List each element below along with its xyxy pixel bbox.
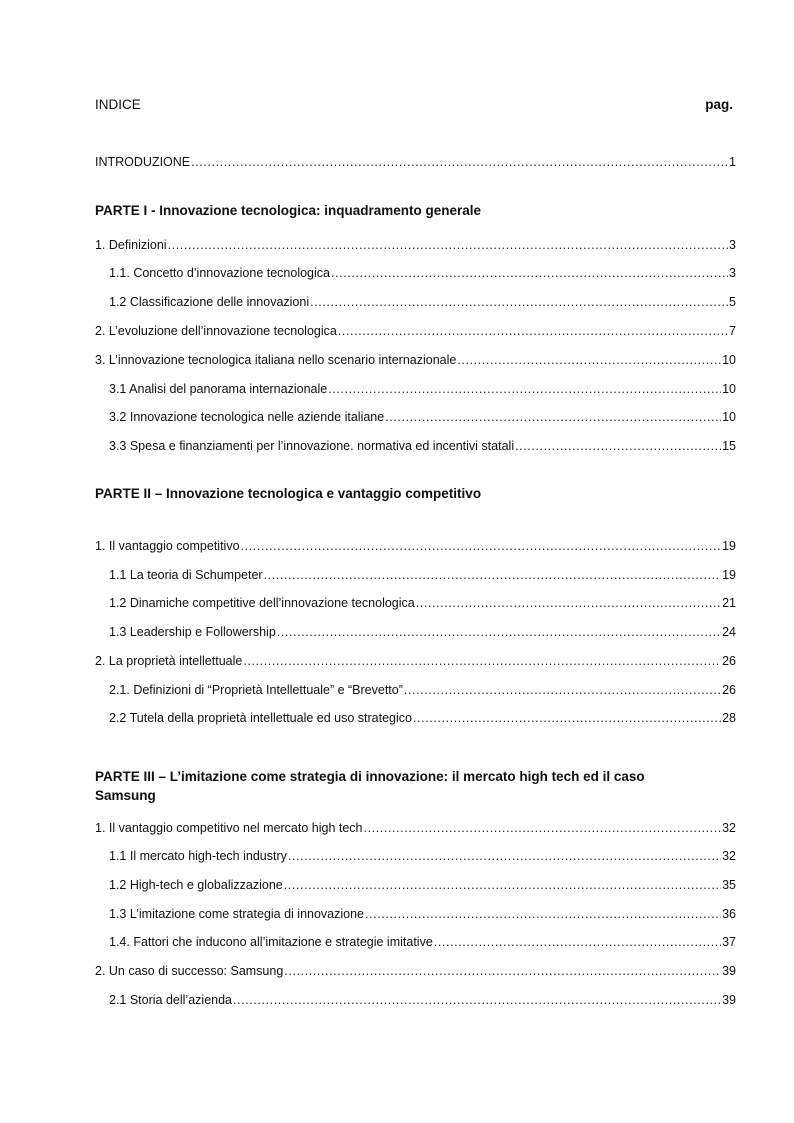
dot-leader [328, 380, 721, 398]
toc-entry-page: 37 [722, 935, 736, 949]
dot-leader [416, 594, 721, 612]
toc-entry[interactable] [95, 236, 736, 254]
toc-entry[interactable] [109, 991, 736, 1009]
toc-entry-label: 3.1 Analisi del panorama internazionale [109, 382, 328, 396]
dot-leader [365, 905, 721, 923]
toc-entry-label: 3.3 Spesa e finanziamenti per l’innovazione. normativa ed incentivi statali [109, 439, 515, 453]
toc-entry-page: 21 [722, 596, 736, 610]
toc-entry[interactable] [95, 962, 736, 980]
dot-leader [331, 264, 728, 282]
toc-entry-label: 1.2 Classificazione delle innovazioni [109, 295, 310, 309]
toc-entry-label: 1.2 High-tech e globalizzazione [109, 878, 283, 892]
toc-entry-label: 3. L’innovazione tecnologica italiana nello scenario internazionale [95, 353, 457, 367]
dot-leader [434, 933, 721, 951]
toc-entry-page: 10 [722, 353, 736, 367]
toc-entry-introduzione[interactable] [95, 153, 736, 171]
dot-leader [310, 293, 728, 311]
part-3-heading-line-2: Samsung [95, 788, 156, 803]
toc-entry-label: 1.2 Dinamiche competitive dell’innovazione tecnologica [109, 596, 415, 610]
toc-entry-label: 1. Il vantaggio competitivo nel mercato high tech [95, 821, 363, 835]
toc-entry[interactable] [95, 652, 736, 670]
toc-entry[interactable] [109, 933, 736, 951]
dot-leader [457, 351, 721, 369]
toc-entry[interactable] [109, 847, 736, 865]
dot-leader [385, 408, 721, 426]
toc-entry-page: 36 [722, 907, 736, 921]
part-2-heading: PARTE II – Innovazione tecnologica e vantaggio competitivo [95, 486, 482, 501]
dot-leader [191, 153, 728, 171]
toc-entry-page: 19 [722, 568, 736, 582]
part-1-heading: PARTE I - Innovazione tecnologica: inquadramento generale [95, 203, 482, 218]
dot-leader [168, 236, 728, 254]
toc-entry-page: 28 [722, 711, 736, 725]
toc-entry-label: 2.1 Storia dell’azienda [109, 993, 232, 1007]
dot-leader [243, 652, 721, 670]
toc-entry-label: 1.4. Fattori che inducono all’imitazione e strategie imitative [109, 935, 433, 949]
toc-entry[interactable] [109, 681, 736, 699]
part-3-heading-line-1: PARTE III – L’imitazione come strategia di innovazione: il mercato high tech ed il caso [95, 769, 645, 784]
toc-entry[interactable] [109, 709, 736, 727]
toc-entry-label: 1.1 La teoria di Schumpeter [109, 568, 263, 582]
dot-leader [264, 566, 722, 584]
toc-entry[interactable] [109, 566, 736, 584]
dot-leader [364, 819, 722, 837]
dot-leader [241, 537, 722, 555]
toc-entry-label: 3.2 Innovazione tecnologica nelle aziende italiane [109, 410, 385, 424]
toc-entry[interactable] [109, 408, 736, 426]
toc-entry[interactable] [109, 623, 736, 641]
toc-entry-page: 32 [722, 821, 736, 835]
toc-entry-page: 39 [722, 964, 736, 978]
dot-leader [338, 322, 728, 340]
toc-entry-label: 1. Definizioni [95, 238, 167, 252]
toc-entry-page: 10 [722, 410, 736, 424]
toc-entry-page: 35 [722, 878, 736, 892]
toc-entry-page: 26 [722, 683, 736, 697]
toc-entry-page: 3 [729, 266, 736, 280]
toc-entry-page: 24 [722, 625, 736, 639]
toc-entry-page: 15 [722, 439, 736, 453]
dot-leader [233, 991, 721, 1009]
toc-entry[interactable] [95, 351, 736, 369]
toc-entry[interactable] [109, 293, 736, 311]
toc-entry[interactable] [109, 437, 736, 455]
dot-leader [413, 709, 721, 727]
toc-entry-label: 1.3 L’imitazione come strategia di innovazione [109, 907, 365, 921]
toc-entry-label: 2.1. Definizioni di “Proprietà Intellettuale” e “Brevetto” [109, 683, 403, 697]
toc-entry-label: 1.1 Il mercato high-tech industry [109, 849, 287, 863]
toc-entry-page: 1 [729, 155, 736, 169]
toc-entry-page: 26 [722, 654, 736, 668]
toc-entry[interactable] [109, 264, 736, 282]
toc-entry-label: INTRODUZIONE [95, 155, 191, 169]
toc-entry-page: 32 [722, 849, 736, 863]
toc-entry[interactable] [109, 876, 736, 894]
toc-entry-label: 1.3 Leadership e Followership [109, 625, 276, 639]
toc-entry-label: 2. Un caso di successo: Samsung [95, 964, 284, 978]
toc-entry[interactable] [95, 322, 736, 340]
toc-entry-label: 1. Il vantaggio competitivo [95, 539, 240, 553]
dot-leader [515, 437, 721, 455]
dot-leader [288, 847, 721, 865]
toc-entry-label: 2. La proprietà intellettuale [95, 654, 243, 668]
toc-entry[interactable] [95, 537, 736, 555]
index-title: INDICE [95, 97, 141, 112]
dot-leader [404, 681, 721, 699]
toc-entry[interactable] [109, 594, 736, 612]
dot-leader [284, 962, 721, 980]
toc-entry-page: 19 [722, 539, 736, 553]
toc-entry[interactable] [109, 905, 736, 923]
dot-leader [284, 876, 721, 894]
toc-entry[interactable] [95, 819, 736, 837]
toc-entry-page: 3 [729, 238, 736, 252]
dot-leader [277, 623, 721, 641]
toc-entry-page: 10 [722, 382, 736, 396]
page-column-label: pag. [705, 97, 733, 112]
toc-entry-label: 1.1. Concetto d’innovazione tecnologica [109, 266, 330, 280]
toc-entry-label: 2. L’evoluzione dell’innovazione tecnologica [95, 324, 337, 338]
part-3-heading [95, 767, 695, 805]
toc-entry-page: 7 [729, 324, 736, 338]
toc-entry[interactable] [109, 380, 736, 398]
toc-entry-page: 5 [729, 295, 736, 309]
toc-entry-label: 2.2 Tutela della proprietà intellettuale ed uso strategico [109, 711, 412, 725]
toc-entry-page: 39 [722, 993, 736, 1007]
